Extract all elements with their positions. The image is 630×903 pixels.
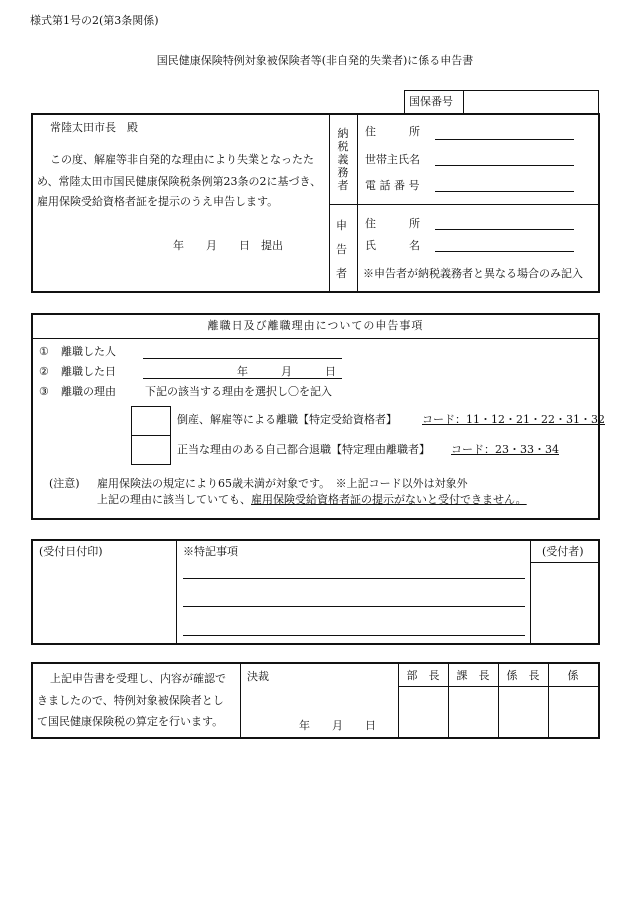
applicant-name-field[interactable]: [435, 251, 574, 252]
taxpayer-address-label: 住 所: [365, 125, 420, 138]
section2-title: 離職日及び離職理由についての申告事項: [207, 319, 424, 332]
submit-date-field[interactable]: 年 月 日 提出: [173, 239, 283, 252]
item3-label: 離職の理由: [61, 385, 116, 398]
notes-line-2-underlined: 雇用保険受給資格者証の提示がないと受付できません。: [251, 493, 527, 506]
notes-line-2: 上記の理由に該当していても、雇用保険受給資格者証の提示がないと受付できません。: [97, 493, 527, 506]
applicant-label-1: 申: [336, 219, 347, 232]
kokuho-number-field[interactable]: [465, 91, 597, 113]
declaration-section: [31, 113, 600, 293]
decision-label: 決裁: [247, 670, 269, 683]
role-section-chief: 課 長: [456, 669, 490, 682]
taxpayer-head-field[interactable]: [435, 165, 574, 166]
applicant-address-label: 住 所: [365, 217, 420, 230]
taxpayer-head-label: 世帯主氏名: [365, 153, 420, 166]
item2-label: 離職した日: [61, 365, 116, 378]
kokuho-number-box: [404, 90, 599, 114]
item1-number: ①: [39, 345, 49, 358]
addressee: 常陸太田市長 殿: [50, 121, 138, 134]
remarks-label: ※特記事項: [183, 545, 238, 558]
reason1-text: 倒産、解雇等による離職【特定受給資格者】: [177, 413, 397, 426]
remarks-line-1[interactable]: [183, 578, 525, 579]
reason2-checkbox[interactable]: [131, 435, 171, 465]
separation-date-field[interactable]: 年 月 日: [237, 365, 336, 378]
applicant-address-field[interactable]: [435, 229, 574, 230]
reason1-checkbox[interactable]: [131, 406, 171, 436]
declaration-line-2: め、常陸太田市国民健康保険税条例第23条の2に基づき、: [37, 175, 322, 188]
declaration-line-1: この度、解雇等非自発的な理由により失業となったた: [50, 153, 314, 166]
form-number: 様式第1号の2(第3条関係): [30, 14, 159, 27]
approval-text-3: て国民健康保険税の算定を行います。: [37, 715, 224, 728]
applicant-note: ※申告者が納税義務者と異なる場合のみ記入: [363, 267, 583, 280]
separated-person-field[interactable]: [143, 358, 342, 359]
taxpayer-phone-label: 電 話 番 号: [365, 179, 420, 192]
item2-number: ②: [39, 365, 49, 378]
seal-staff[interactable]: [549, 687, 598, 737]
notes-line-1: 雇用保険法の規定により65歳未満が対象です。 ※上記コード以外は対象外: [97, 477, 468, 490]
applicant-label-2: 告: [336, 243, 347, 256]
applicant-name-label: 氏 名: [365, 239, 420, 252]
notes-label: (注意): [49, 477, 80, 490]
remarks-line-3[interactable]: [183, 635, 525, 636]
seal-section-chief[interactable]: [449, 687, 498, 737]
role-subsection-chief: 係 長: [506, 669, 540, 682]
declaration-line-3: 雇用保険受給資格者証を提示のうえ申告します。: [37, 195, 279, 208]
approval-section: [31, 662, 600, 739]
item3-instruction: 下記の該当する理由を選択し〇を記入: [145, 385, 332, 398]
role-department-head: 部 長: [406, 669, 440, 682]
reason2-code: コード：23・33・34: [451, 443, 559, 456]
reason2-text: 正当な理由のある自己都合退職【特定理由離職者】: [177, 443, 430, 456]
role-staff: 係: [567, 669, 579, 682]
taxpayer-phone-field[interactable]: [435, 191, 574, 192]
taxpayer-label: 納 税 義 務 者: [337, 127, 349, 192]
reception-date-stamp-label: (受付日付印): [39, 545, 103, 558]
item1-label: 離職した人: [61, 345, 116, 358]
reception-section: [31, 539, 600, 645]
separation-section: [31, 313, 605, 520]
applicant-label-3: 者: [336, 267, 347, 280]
approval-text-1: 上記申告書を受理し、内容が確認で: [50, 672, 226, 685]
taxpayer-address-field[interactable]: [435, 139, 574, 140]
seal-subsection-chief[interactable]: [499, 687, 548, 737]
approval-text-2: きましたので、特例対象被保険者とし: [37, 694, 224, 707]
reason1-code: コード：11・12・21・22・31・32: [422, 413, 605, 426]
remarks-line-2[interactable]: [183, 606, 525, 607]
page-title: 国民健康保険特例対象被保険者等(非自発的失業者)に係る申告書: [156, 54, 474, 67]
receiver-label: (受付者): [542, 545, 584, 558]
decision-date-field[interactable]: 年 月 日: [299, 719, 376, 732]
kokuho-number-label: 国保番号: [409, 95, 453, 108]
seal-department-head[interactable]: [399, 687, 448, 737]
item3-number: ③: [39, 385, 49, 398]
